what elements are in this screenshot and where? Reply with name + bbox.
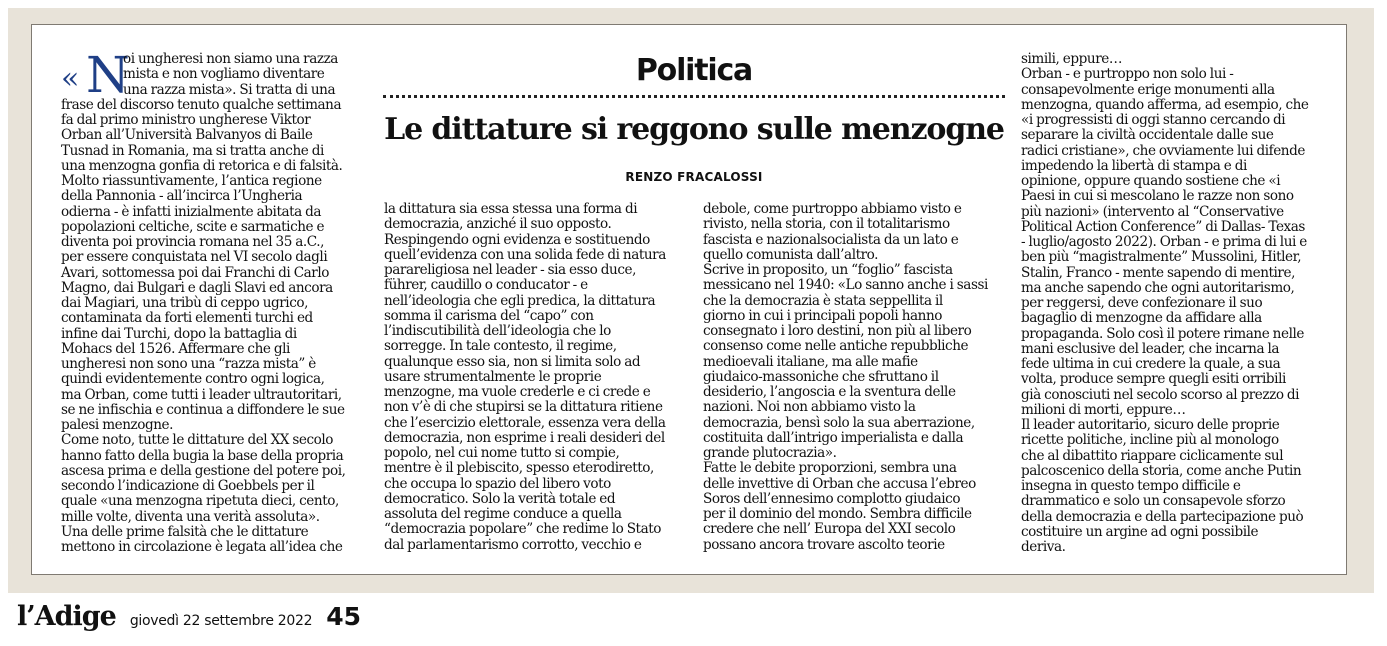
lead-text: oi ungheresi non siamo una razza mista e non vogliamo diventare una razza mista». Si tratta di una [123, 51, 338, 98]
dropcap-letter: N [86, 46, 130, 104]
newspaper-logo: l’Adige [17, 601, 116, 632]
article-headline: Le dittature si reggono sulle menzogne [384, 112, 1004, 147]
issue-date: giovedì 22 settembre 2022 [129, 613, 313, 629]
article-column-3: debole, come purtroppo abbiamo visto e rivisto, nella storia, con il totalitarismo fascista e nazionalsocialista da un lato e quello comunista dall’altro. Scrive in proposito, un “foglio” fascista messicano nel 1940: «Lo sanno anche i sassi che la democrazia è stata seppellita il giorno in cui i principali popoli hanno consegnato i loro destini, non più al libero consenso come nelle antiche repubbliche medioevali italiane, ma alle mafie giudaico-massoniche che sfruttano il desiderio, l’angoscia e la sventura delle nazioni. Noi non abbiamo visto la democrazia, bensì solo la sua aberrazione, costituita dall’intrigo imperialista e dalla grande plutocrazia». Fatte le debite proporzioni, sembra una delle invettive di Orban che accusa l’ebreo Soros dell’ennesimo complotto giudaico per il dominio del mondo. Sembra difficile credere che nell’ Europa del XXI secolo possano ancora trovare ascolto teorie [703, 201, 988, 553]
section-title: Politica [635, 53, 753, 88]
column-1-text: frase del discorso tenuto qualche settimana fa dal primo ministro ungherese Viktor Orban all’Università Balvanyos di Baile Tusnad in Romania, ma si tratta anche di una menzogna gonfia di retorica e di falsità. Molto riassuntivamente, l’antica regione della Pannonia - all’incirca l’Ungheria odierna - è infatti inizialmente abitata da popolazioni celtiche, scite e sarmatiche e diventa poi provincia romana nel 35 a.C., per essere conquistata nel VI secolo dagli Avari, sottomessa poi dai Franchi di Carlo Magno, dai Bulgari e dagli Slavi ed ancora dai Magiari, una tribù di ceppo ugrico, contaminata da forti elementi turchi ed infine dai Turchi, dopo la battaglia di Mohacs del 1526. Affermare che gli ungheresi non sono una “razza mista” è quindi evidentemente contro ogni logica, ma Orban, come tutti i leader ultrautoritari, se ne infischia e continua a diffondere le sue palesi menzogne. Come noto, tutte le dittature del XX secolo hanno fatto della bugia la base della propria ascesa prima e della gestione del potere poi, secondo l’indicazione di Goebbels per il quale «una menzogna ripetuta dieci, cento, mille volte, diventa una verità assoluta». Una delle prime falsità che le dittature mettono in circolazione è legata all’idea che [61, 96, 346, 555]
opening-guillemet: « [61, 61, 80, 96]
page-number: 45 [326, 602, 362, 631]
article-column-1 [61, 46, 371, 555]
article-column-2: la dittatura sia essa stessa una forma di democrazia, anziché il suo opposto. Respingendo ogni evidenza e sostituendo quell’evidenza con una solida fede di natura parareligiosa nel leader - sia esso duce, führer, caudillo o conducator - e nell’ideologia che egli predica, la dittatura somma il carisma del “capo” con l’indiscutibilità dell’ideologia che lo sorregge. In tale contesto, il regime, qualunque esso sia, non si limita solo ad usare strumentalmente le proprie menzogne, ma vuole crederle e ci crede e non v’è di che stupirsi se la dittatura ritiene che l’esercizio elettorale, essenza vera della democrazia, non esprime i reali desideri del popolo, nel cui nome tutto si compie, mentre è il plebiscito, spesso eterodiretto, che occupa lo spazio del libero voto democratico. Solo la verità totale ed assoluta del regime conduce a quella “democrazia popolare” che redime lo Stato dal parlamentarismo corrotto, vecchio e [384, 201, 666, 553]
article-column-4: simili, eppure… Orban - e purtroppo non solo lui - consapevolmente erige monumenti alla menzogna, quando afferma, ad esempio, che «i progressisti di oggi stanno cercando di separare la civiltà occidentale dalle sue radici cristiane», che ovviamente lui difende impedendo la libertà di stampa e di opinione, oppure quando sostiene che «i Paesi in cui si mescolano le razze non sono più nazioni» (intervento al “Conservative Political Action Conference” di Dallas- Texas - luglio/agosto 2022). Orban - e prima di lui e ben più “magistralmente” Mussolini, Hitler, Stalin, Franco - mente sapendo di mentire, ma anche sapendo che ogni autoritarismo, per reggersi, deve confezionare il suo bagaglio di menzogne da affidare alla propaganda. Solo così il potere rimane nelle mani esclusive del leader, che incarna la fede ultima in cui credere la quale, a sua volta, produce sempre quegli esiti orribili già conosciuti nel secolo scorso al prezzo di milioni di morti, eppure… Il leader autoritario, sicuro delle proprie ricette politiche, incline più al monologo che al dibattito riappare ciclicamente sul palcoscenico della storia, come anche Putin insegna in questo tempo difficile e drammatico e solo un consapevole sforzo della democrazia e della partecipazione può costituire un argine ad ogni possibile deriva. [1021, 51, 1309, 555]
dotted-divider [383, 95, 1005, 98]
author-byline: RENZO FRACALOSSI [625, 170, 763, 184]
page-footer [17, 601, 361, 641]
